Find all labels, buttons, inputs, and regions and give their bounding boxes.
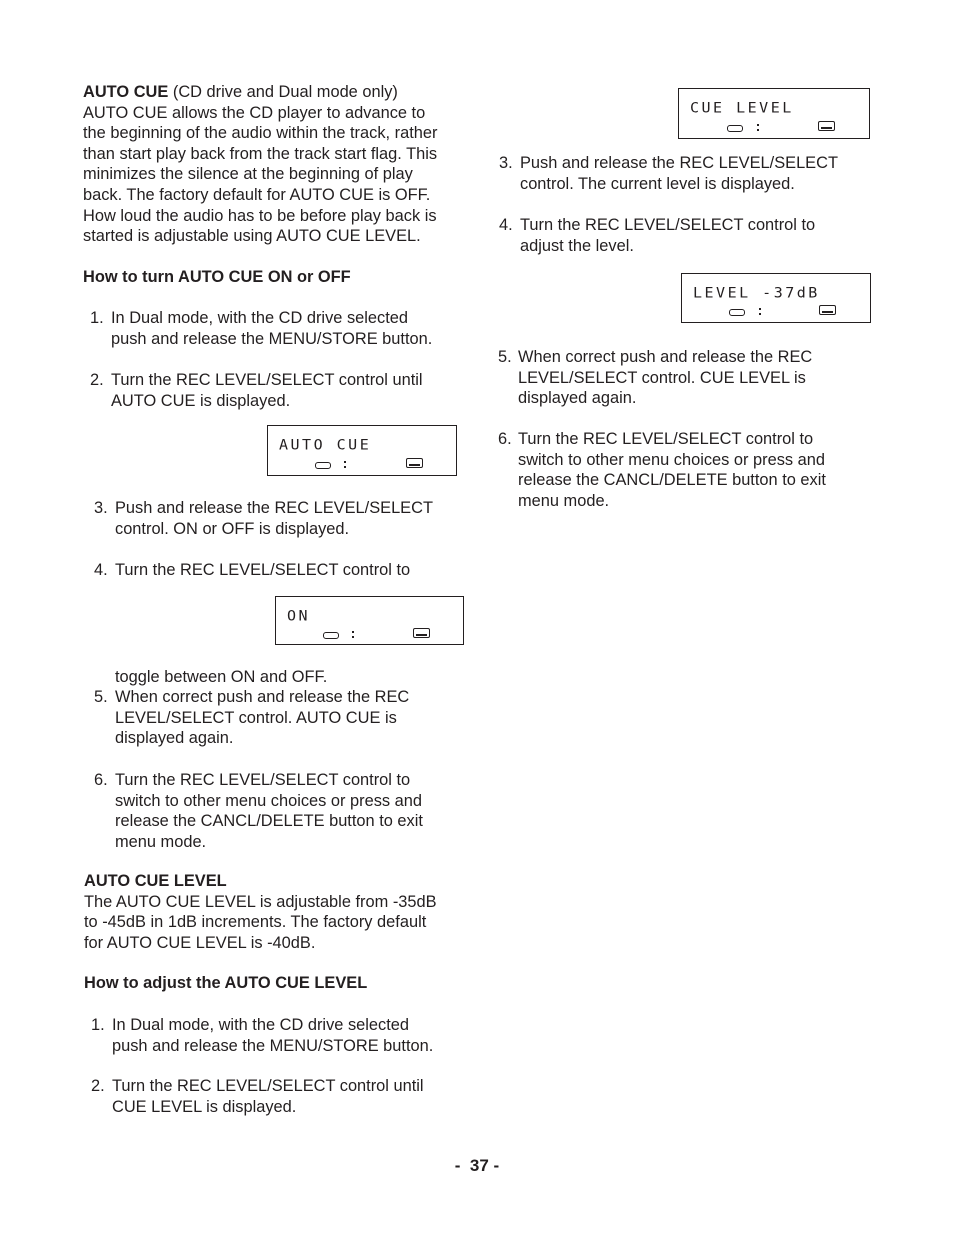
lcd-display-level-value	[681, 273, 871, 323]
lcd-battery-icon	[413, 628, 430, 638]
lcd-text: CUE LEVEL	[690, 99, 794, 117]
lcd-indicator-icon	[315, 462, 331, 469]
lcd-text: ON	[287, 607, 311, 625]
step-line: toggle between ON and OFF.	[115, 668, 328, 686]
step-line: Turn the REC LEVEL/SELECT control to	[115, 771, 411, 789]
intro-line: the beginning of the audio within the track, rather	[83, 124, 438, 143]
step-line: In Dual mode, with the CD drive selected	[112, 1016, 409, 1034]
step-number: 1.	[90, 309, 104, 327]
step-line: adjust the level.	[520, 236, 634, 255]
level-line: to -45dB in 1dB increments. The factory default	[84, 913, 427, 932]
step-line: When correct push and release the REC	[518, 348, 813, 366]
level-line: for AUTO CUE LEVEL is -40dB.	[84, 933, 316, 952]
step-number: 3.	[94, 499, 108, 517]
intro-line: minimizes the silence at the beginning of play	[83, 165, 413, 184]
auto-cue-intro	[83, 82, 463, 247]
step-line: switch to other menu choices or press and	[518, 450, 826, 469]
step-line: LEVEL/SELECT control. CUE LEVEL is	[518, 368, 806, 387]
lcd-text: AUTO CUE	[279, 436, 372, 454]
step-line: CUE LEVEL is displayed.	[112, 1097, 297, 1116]
step-number: 4.	[499, 216, 513, 234]
step-line: LEVEL/SELECT control. AUTO CUE is	[115, 708, 397, 727]
intro-line: back. The factory default for AUTO CUE is OFF.	[83, 185, 431, 204]
step-number: 2.	[91, 1077, 105, 1095]
step-line: displayed again.	[115, 729, 234, 748]
lcd-colon-icon	[344, 461, 348, 468]
level-line: The AUTO CUE LEVEL is adjustable from -35dB	[84, 892, 437, 911]
lcd-colon-icon	[759, 308, 763, 315]
page-number: - 37 -	[454, 1156, 500, 1175]
lcd-battery-icon	[819, 305, 836, 315]
step-line: displayed again.	[518, 389, 637, 408]
step-number: 6.	[94, 771, 108, 789]
lcd-battery-icon	[818, 121, 835, 131]
step-line: Turn the REC LEVEL/SELECT control to	[518, 430, 814, 448]
step-line: menu mode.	[115, 832, 207, 851]
intro-line: started is adjustable using AUTO CUE LEVEL.	[83, 227, 421, 246]
lcd-battery-icon	[406, 458, 423, 468]
lcd-colon-icon	[757, 124, 761, 131]
auto-cue-level-section	[84, 871, 464, 953]
step-line: Push and release the REC LEVEL/SELECT	[520, 154, 838, 172]
step-line: Turn the REC LEVEL/SELECT control to	[520, 216, 816, 234]
step-number: 3.	[499, 154, 513, 172]
auto-cue-heading: AUTO CUE	[83, 83, 169, 101]
lcd-indicator-icon	[727, 125, 743, 132]
lcd-text: LEVEL -37dB	[693, 284, 820, 302]
intro-first-line	[83, 82, 463, 103]
step-line: Turn the REC LEVEL/SELECT control until	[112, 1077, 424, 1095]
step-line: Turn the REC LEVEL/SELECT control until	[111, 371, 423, 389]
intro-line: than start play back from the track start flag. This	[83, 144, 438, 163]
step-number: 5.	[498, 348, 512, 366]
howto-heading: How to turn AUTO CUE ON or OFF	[83, 268, 351, 286]
step-line: Turn the REC LEVEL/SELECT control to	[115, 561, 411, 579]
step-line: menu mode.	[518, 491, 610, 510]
step-line: Push and release the REC LEVEL/SELECT	[115, 499, 433, 517]
lcd-display-auto-cue	[267, 425, 457, 476]
step-line: AUTO CUE is displayed.	[111, 391, 291, 410]
adjust-heading: How to adjust the AUTO CUE LEVEL	[84, 974, 368, 992]
lcd-display-on	[275, 596, 464, 645]
lcd-colon-icon	[352, 631, 356, 638]
step-line: control. ON or OFF is displayed.	[115, 519, 350, 538]
step-number: 1.	[91, 1016, 105, 1034]
auto-cue-qualifier: (CD drive and Dual mode only)	[168, 83, 398, 101]
step-line: release the CANCL/DELETE button to exit	[518, 471, 826, 490]
step-line: When correct push and release the REC	[115, 688, 410, 706]
step-number: 6.	[498, 430, 512, 448]
step-line: push and release the MENU/STORE button.	[112, 1036, 434, 1055]
lcd-indicator-icon	[323, 632, 339, 639]
intro-line: How loud the audio has to be before play back is	[83, 206, 437, 225]
step-line: switch to other menu choices or press and	[115, 791, 423, 810]
step-line: push and release the MENU/STORE button.	[111, 329, 433, 348]
intro-line: AUTO CUE allows the CD player to advance to	[83, 103, 426, 122]
lcd-indicator-icon	[729, 309, 745, 316]
auto-cue-level-heading: AUTO CUE LEVEL	[84, 872, 227, 890]
step-line: In Dual mode, with the CD drive selected	[111, 309, 408, 327]
step-line: release the CANCL/DELETE button to exit	[115, 812, 423, 831]
step-number: 2.	[90, 371, 104, 389]
step-number: 5.	[94, 688, 108, 706]
step-line: control. The current level is displayed.	[520, 174, 795, 193]
lcd-display-cue-level	[678, 88, 870, 139]
step-number: 4.	[94, 561, 108, 579]
